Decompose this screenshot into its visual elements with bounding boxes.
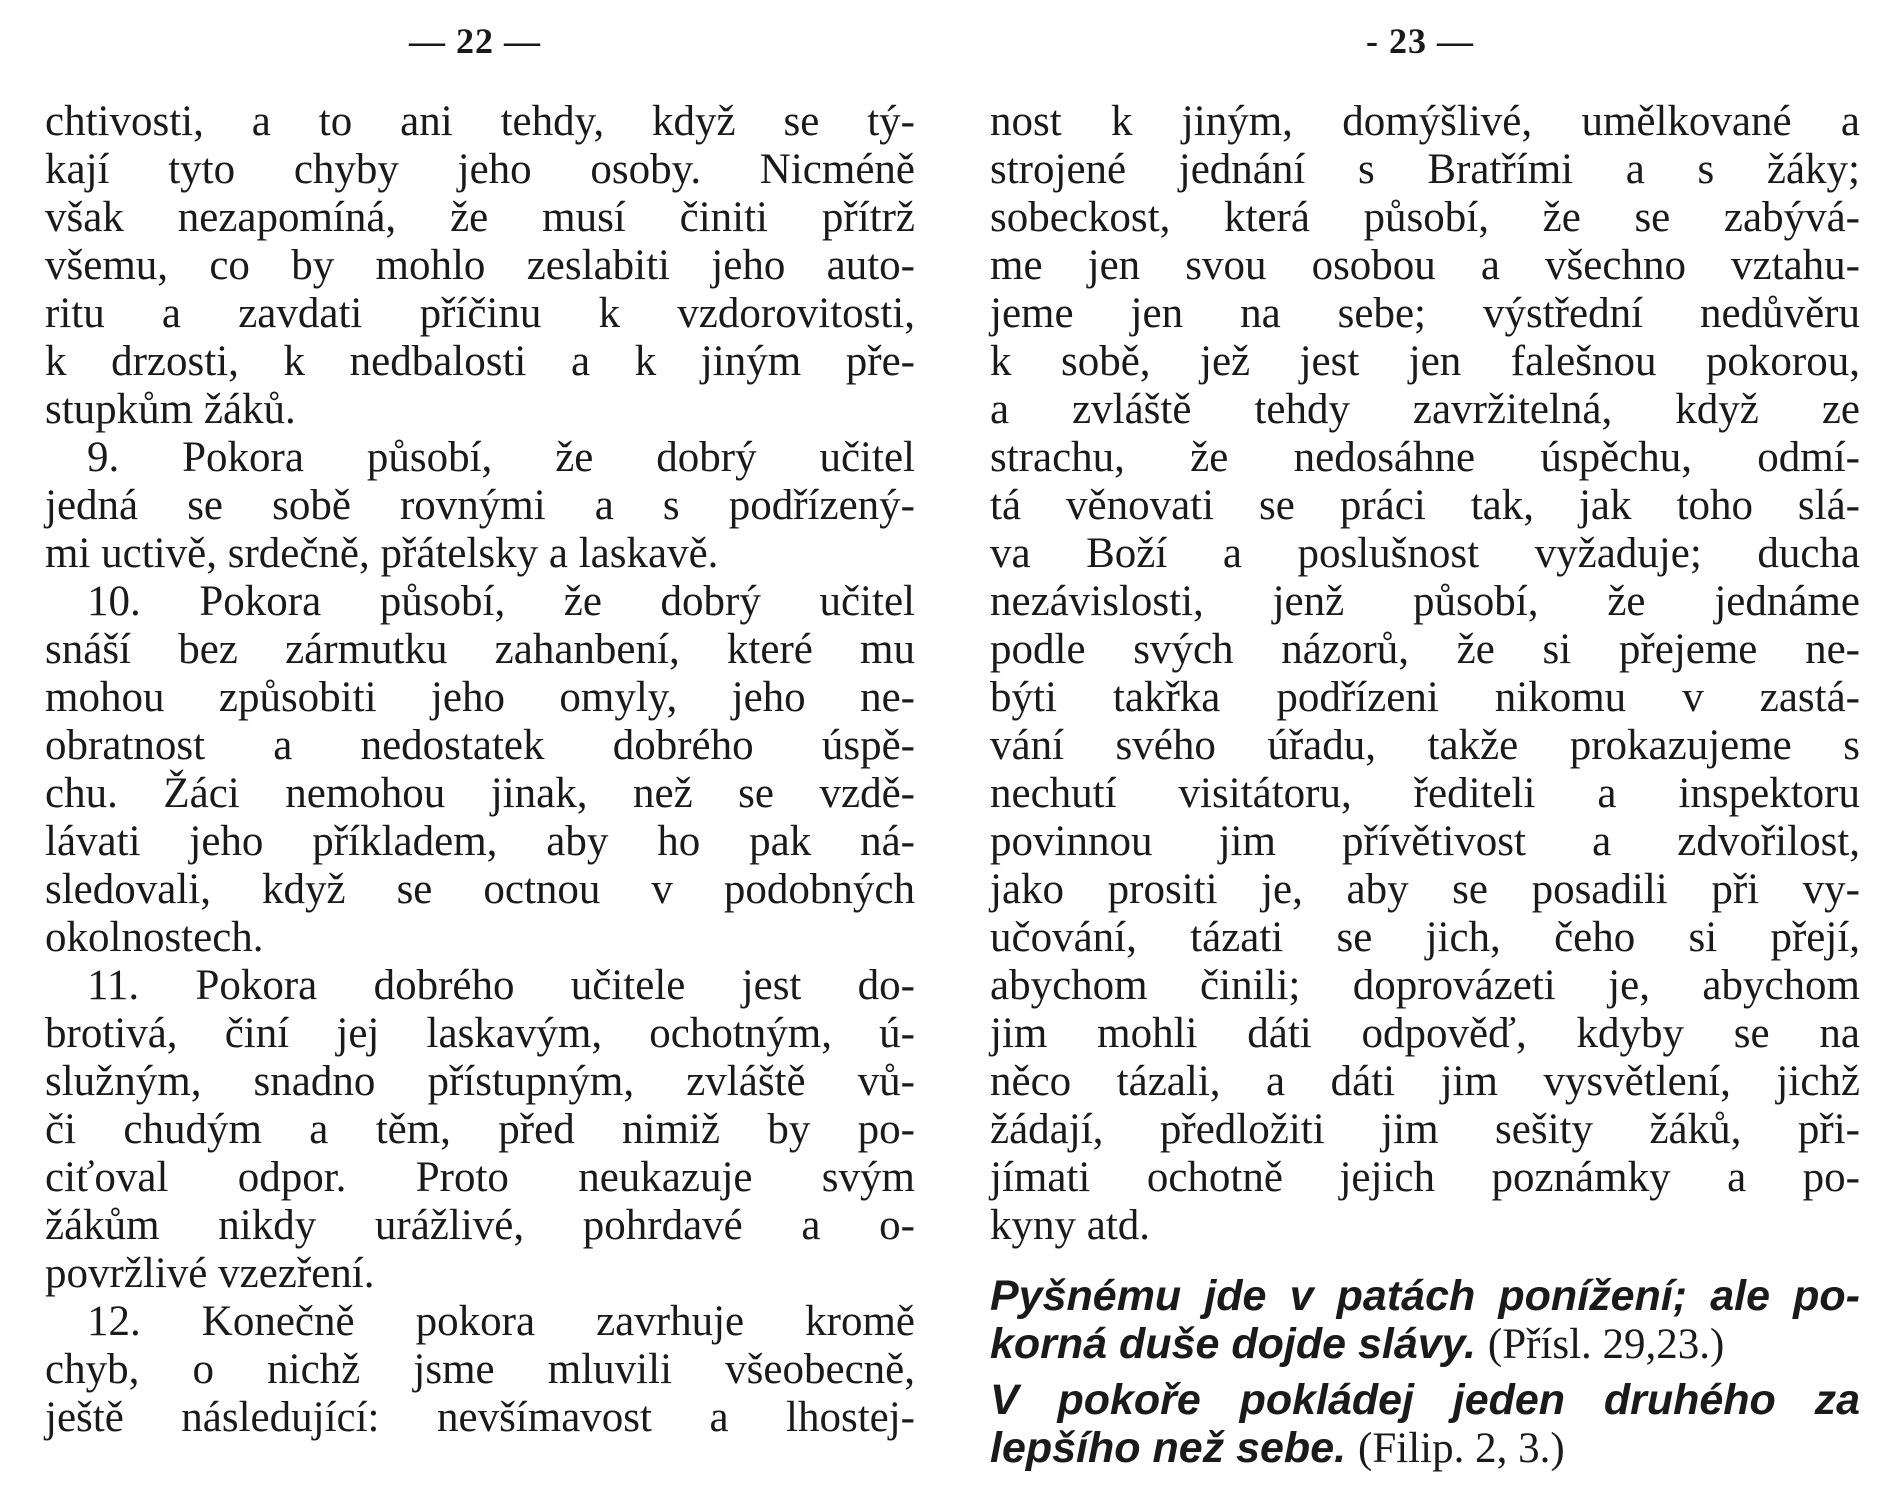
text-line: sledovali, když se octnou v podobných xyxy=(45,866,915,913)
text-line: a zvláště tehdy zavržitelná, když ze xyxy=(990,386,1860,433)
text-line: či chudým a těm, před nimiž by po- xyxy=(45,1106,915,1153)
text-line: strachu, že nedosáhne úspěchu, odmí- xyxy=(990,434,1860,481)
text-line: býti takřka podřízeni nikomu v zastá- xyxy=(990,674,1860,721)
text-line: 11. Pokora dobrého učitele jest do- xyxy=(87,962,915,1009)
text-line: služným, snadno přístupným, zvláště vů- xyxy=(45,1058,915,1105)
text-line: žákům nikdy urážlivé, pohrdavé a o- xyxy=(45,1202,915,1249)
quote-line: korná duše dojde slávy. (Přísl. 29,23.) xyxy=(990,1320,1725,1368)
scripture-quotes xyxy=(990,1272,1860,1472)
text-line: povržlivé vzezření. xyxy=(45,1250,375,1297)
text-line: 9. Pokora působí, že dobrý učitel xyxy=(87,434,915,481)
text-line: stupkům žáků. xyxy=(45,386,296,433)
text-line: nost k jiným, domýšlivé, umělkované a xyxy=(990,98,1860,145)
text-line: mi uctivě, srdečně, přátelsky a laskavě. xyxy=(45,530,719,577)
text-line: všemu, co by mohlo zeslabiti jeho auto- xyxy=(45,242,915,289)
text-line: 10. Pokora působí, že dobrý učitel xyxy=(87,578,915,625)
text-line: obratnost a nedostatek dobrého úspě- xyxy=(45,722,915,769)
text-line: nechutí visitátoru, řediteli a inspektoru xyxy=(990,770,1860,817)
text-line: brotivá, činí jej laskavým, ochotným, ú- xyxy=(45,1010,915,1057)
text-line: jedná se sobě rovnými a s podřízený- xyxy=(45,482,915,529)
text-line: vání svého úřadu, takže prokazujeme s xyxy=(990,722,1860,769)
text-line: k sobě, jež jest jen falešnou pokorou, xyxy=(990,338,1860,385)
text-line: kají tyto chyby jeho osoby. Nicméně xyxy=(45,146,915,193)
right-page xyxy=(990,0,1888,1500)
text-line: nezávislosti, jenž působí, že jednáme xyxy=(990,578,1860,625)
text-line: k drzosti, k nedbalosti a k jiným pře- xyxy=(45,338,915,385)
right-page-text xyxy=(990,98,1860,1250)
quote-line: Pyšnému jde v patách ponížení; ale po- xyxy=(990,1272,1860,1320)
text-line: lávati jeho příkladem, aby ho pak ná- xyxy=(45,818,915,865)
text-line: snáší bez zármutku zahanbení, které mu xyxy=(45,626,915,673)
text-line: chtivosti, a to ani tehdy, když se tý- xyxy=(45,98,915,145)
text-line: ještě následující: nevšímavost a lhostej- xyxy=(45,1394,915,1441)
text-line: sobeckost, která působí, že se zabývá- xyxy=(990,194,1860,241)
text-line: me jen svou osobou a všechno vztahu- xyxy=(990,242,1860,289)
quote-line: lepšího než sebe. (Filip. 2, 3.) xyxy=(990,1424,1565,1472)
text-line: ciťoval odpor. Proto neukazuje svým xyxy=(45,1154,915,1201)
text-line: chu. Žáci nemohou jinak, než se vzdě- xyxy=(45,770,915,817)
text-line: jímati ochotně jejich poznámky a po- xyxy=(990,1154,1860,1201)
text-line: va Boží a poslušnost vyžaduje; ducha xyxy=(990,530,1860,577)
text-line: něco tázali, a dáti jim vysvětlení, jichž xyxy=(990,1058,1860,1105)
page-number-right: - 23 — xyxy=(1366,21,1474,61)
text-line: abychom činili; doprovázeti je, abychom xyxy=(990,962,1860,1009)
quote-line: V pokoře pokládej jeden druhého za xyxy=(990,1376,1860,1424)
text-line: jako prositi je, aby se posadili při vy- xyxy=(990,866,1860,913)
text-line: žádají, předložiti jim sešity žáků, při- xyxy=(990,1106,1860,1153)
text-line: ritu a zavdati příčinu k vzdorovitosti, xyxy=(45,290,915,337)
text-line: okolnostech. xyxy=(45,914,264,961)
left-page xyxy=(45,0,945,1500)
text-line: však nezapomíná, že musí činiti přítrž xyxy=(45,194,915,241)
page-number-left: — 22 — xyxy=(409,21,541,61)
left-page-text xyxy=(45,98,915,1442)
text-line: tá věnovati se práci tak, jak toho slá- xyxy=(990,482,1860,529)
text-line: jeme jen na sebe; výstřední nedůvěru xyxy=(990,290,1860,337)
text-line: podle svých názorů, že si přejeme ne- xyxy=(990,626,1860,673)
text-line: 12. Konečně pokora zavrhuje kromě xyxy=(87,1298,915,1345)
text-line: povinnou jim přívětivost a zdvořilost, xyxy=(990,818,1860,865)
text-line: mohou způsobiti jeho omyly, jeho ne- xyxy=(45,674,915,721)
text-line: jim mohli dáti odpověď, kdyby se na xyxy=(990,1010,1860,1057)
text-line: kyny atd. xyxy=(990,1202,1151,1249)
text-line: učování, tázati se jich, čeho si přejí, xyxy=(990,914,1860,961)
text-line: strojené jednání s Bratřími a s žáky; xyxy=(990,146,1860,193)
text-line: chyb, o nichž jsme mluvili všeobecně, xyxy=(45,1346,915,1393)
